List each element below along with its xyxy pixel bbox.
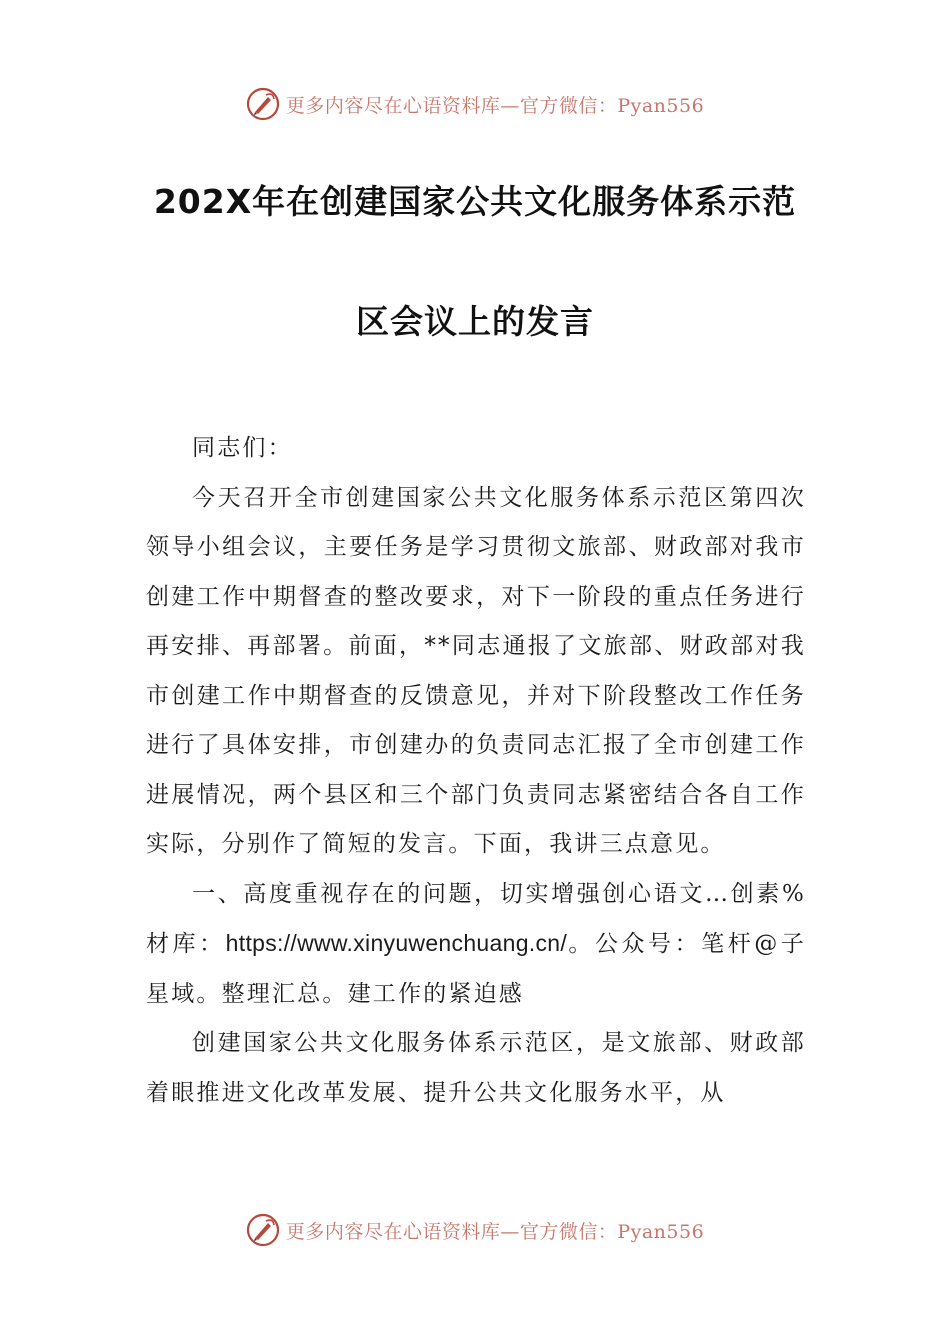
document-title-line-1: 202X年在创建国家公共文化服务体系示范 [153,182,797,221]
paragraph-3: 创建国家公共文化服务体系示范区，是文旅部、财政部着眼推进文化改革发展、提升公共文化服务水平，从 [146,1030,806,1106]
paragraph-1: 今天召开全市创建国家公共文化服务体系示范区第四次领导小组会议，主要任务是学习贯彻文旅部、财政部对我市创建工作中期督查的整改要求，对下一阶段的重点任务进行再安排、再部署。前面，**同志通报了文旅部、财政部对我市创建工作中期督查的反馈意见，并对下阶段整改工作任务进行了具体安排，市创建办的负责同志汇报了全市创建工作进展情况，两个县区和三个部门负责同志紧密结合各自工作实际，分别作了简短的发言。下面，我讲三点意见。 [146,484,806,857]
footer-wechat-id: Pyan556 [617,1220,705,1243]
header-banner-text: 更多内容尽在心语资料库—官方微信：Pyan556 [285,94,705,117]
paragraph-2-text-b: 。公众号：笔杆@子星域。整理汇总。建工作的紧迫感 [146,931,806,1007]
salutation: 同志们： [192,435,293,461]
document-title-line-2: 区会议上的发言 [356,302,594,341]
document-body [146,424,806,1118]
footer-banner-text: 更多内容尽在心语资料库—官方微信：Pyan556 [285,1220,705,1243]
paragraph-2 [146,870,806,1020]
source-url: https://www.xinyuwenchuang.cn/ [225,930,568,956]
header-banner [0,84,950,124]
pen-logo-icon [246,1213,280,1247]
header-wechat-id: Pyan556 [617,94,705,117]
footer-banner [0,1210,950,1250]
pen-logo-icon [246,87,280,121]
paragraph-2-text-a: 一、高度重视存在的问题，切实增强创心语文…创素%材库： [146,880,806,957]
